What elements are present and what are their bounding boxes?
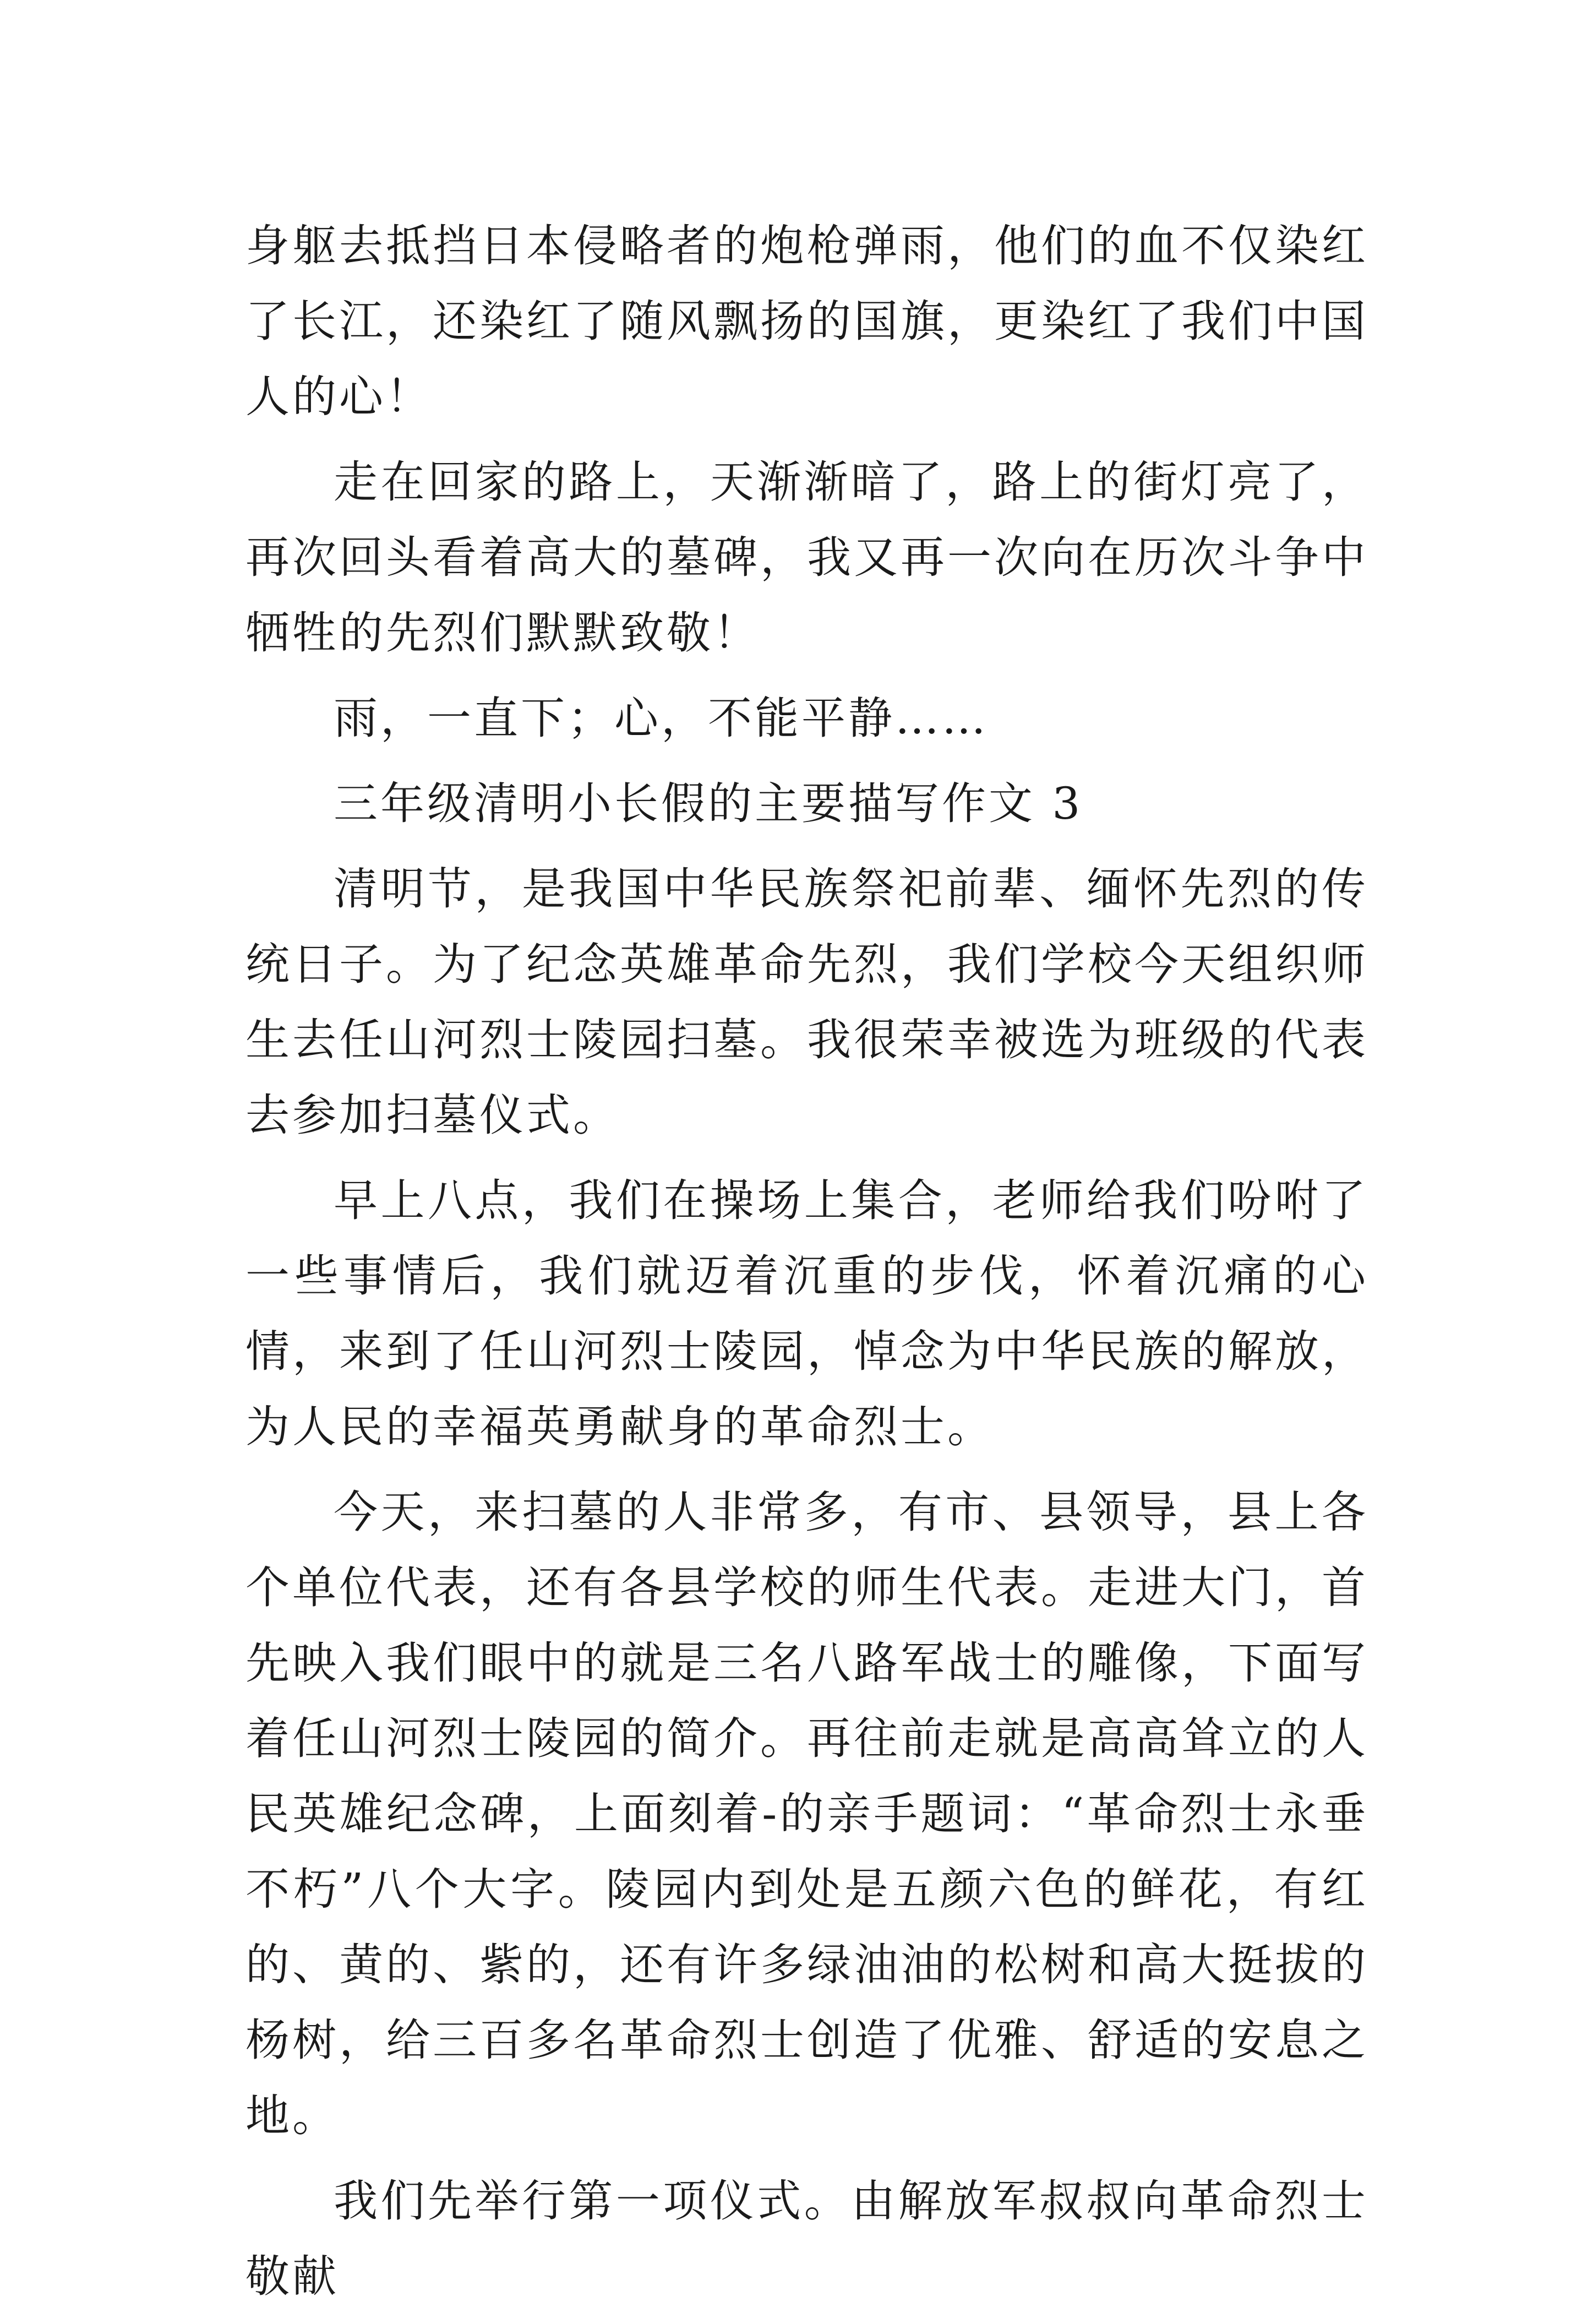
paragraph: 我们先举行第一项仪式。由解放军叔叔向革命烈士敬献	[246, 2175, 1368, 2302]
paragraph: 雨，一直下；心，不能平静……	[334, 693, 989, 744]
paragraph: 走在回家的路上，天渐渐暗了，路上的街灯亮了，再次回头看着高大的墓碑，我又再一次向在历次斗争中牺牲的先烈们默默致敬！	[246, 456, 1368, 658]
paragraph: 清明节，是我国中华民族祭祀前辈、缅怀先烈的传统日子。为了纪念英雄革命先烈，我们学校今天组织师生去任山河烈士陵园扫墓。我很荣幸被选为班级的代表去参加扫墓仪式。	[246, 863, 1368, 1141]
essay-body	[246, 208, 1368, 2324]
paragraph: 今天，来扫墓的人非常多，有市、县领导，县上各个单位代表，还有各县学校的师生代表。走进大门，首先映入我们眼中的就是三名八路军战士的雕像，下面写着任山河烈士陵园的简介。再往前走就是高高耸立的人民英雄纪念碑，上面刻着-的亲手题词：“革命烈士永垂不朽”八个大字。陵园内到处是五颜六色的鲜花，有红的、黄的、紫的，还有许多绿油油的松树和高大挺拔的杨树，给三百多名革命烈士创造了优雅、舒适的安息之地。	[246, 1487, 1368, 2141]
paragraph: 早上八点，我们在操场上集合，老师给我们吩咐了一些事情后，我们就迈着沉重的步伐，怀着沉痛的心情，来到了任山河烈士陵园，悼念为中华民族的解放，为人民的幸福英勇献身的革命烈士。	[246, 1175, 1368, 1452]
essay-title: 三年级清明小长假的主要描写作文 3	[334, 778, 1083, 829]
paragraph-continued: 身躯去抵挡日本侵略者的炮枪弹雨，他们的血不仅染红了长江，还染红了随风飘扬的国旗，更染红了我们中国人的心！	[246, 220, 1368, 422]
